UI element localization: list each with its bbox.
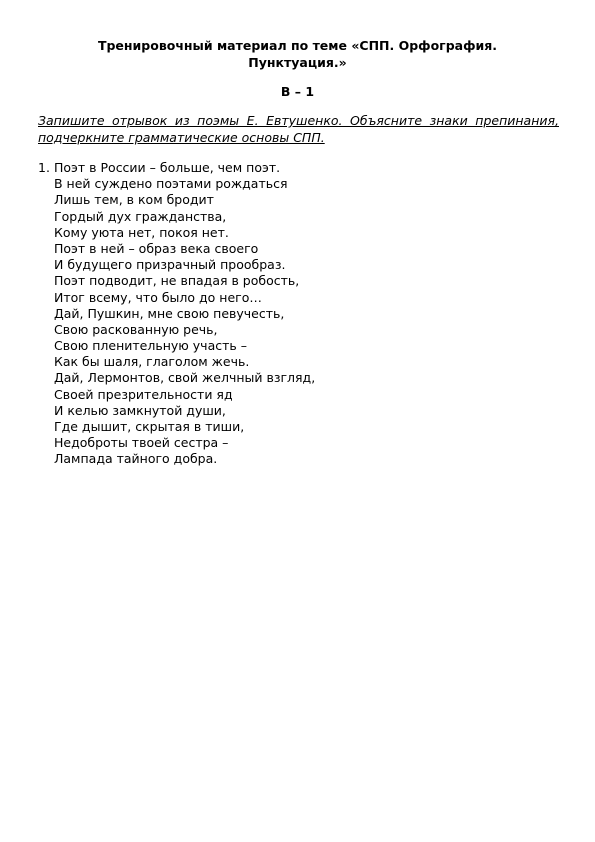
poem-line-text: В ней суждено поэтами рождаться <box>54 176 288 192</box>
poem-line <box>38 290 558 306</box>
poem-line-text: Итог всему, что было до него… <box>54 289 262 305</box>
poem-line-text: Поэт в России – больше, чем поэт. <box>54 160 281 175</box>
variant-label: В – 1 <box>280 84 315 99</box>
poem-line <box>38 192 558 208</box>
document-title: Тренировочный материал по теме «СПП. Орфография. Пунктуация.» <box>97 38 498 70</box>
poem-line <box>38 370 558 386</box>
poem-line <box>38 257 558 273</box>
poem-line <box>38 387 558 403</box>
poem-line <box>38 451 558 467</box>
poem-line-text: Своей презрительности яд <box>54 386 233 402</box>
poem-line <box>38 403 558 419</box>
poem-line-text: Свою раскованную речь, <box>54 321 218 337</box>
poem-line-text: Где дышит, скрытая в тиши, <box>54 419 245 434</box>
poem-number: 1. <box>38 160 50 175</box>
poem-line-text: Гордый дух гражданства, <box>54 208 227 224</box>
poem-line-text: Дай, Пушкин, мне свою певучесть, <box>54 305 285 321</box>
poem-line <box>38 241 558 257</box>
poem-line <box>38 435 558 451</box>
poem-line <box>38 322 558 338</box>
poem-excerpt <box>38 160 558 468</box>
poem-line-text: И келью замкнутой души, <box>54 402 226 418</box>
poem-line <box>38 176 558 192</box>
poem-line <box>38 338 558 354</box>
poem-line-text: Кому уюта нет, покоя нет. <box>54 224 229 240</box>
poem-line-text: Лампада тайного добра. <box>54 451 218 467</box>
poem-line <box>38 354 558 370</box>
poem-line <box>38 160 558 176</box>
poem-line <box>38 273 558 289</box>
poem-line-text: Лишь тем, в ком бродит <box>54 192 214 208</box>
poem-line-text: Свою пленительную участь – <box>54 338 247 354</box>
poem-line-text: Дай, Лермонтов, свой желчный взгляд, <box>54 370 316 386</box>
poem-line <box>38 209 558 225</box>
poem-line <box>38 225 558 241</box>
poem-line-text: Как бы шаля, глаголом жечь. <box>54 354 250 370</box>
poem-line-text: Недоброты твоей сестра – <box>54 435 229 451</box>
poem-line-text: Поэт подводит, не впадая в робость, <box>54 273 300 289</box>
poem-line <box>38 306 558 322</box>
poem-line <box>38 419 558 435</box>
poem-line-text: Поэт в ней – образ века своего <box>54 240 259 256</box>
task-instruction: Запишите отрывок из поэмы Е. Евтушенко. Объясните знаки препинания, подчеркните грамматические основы СПП. <box>38 113 559 145</box>
poem-line-text: И будущего призрачный прообраз. <box>54 257 286 273</box>
